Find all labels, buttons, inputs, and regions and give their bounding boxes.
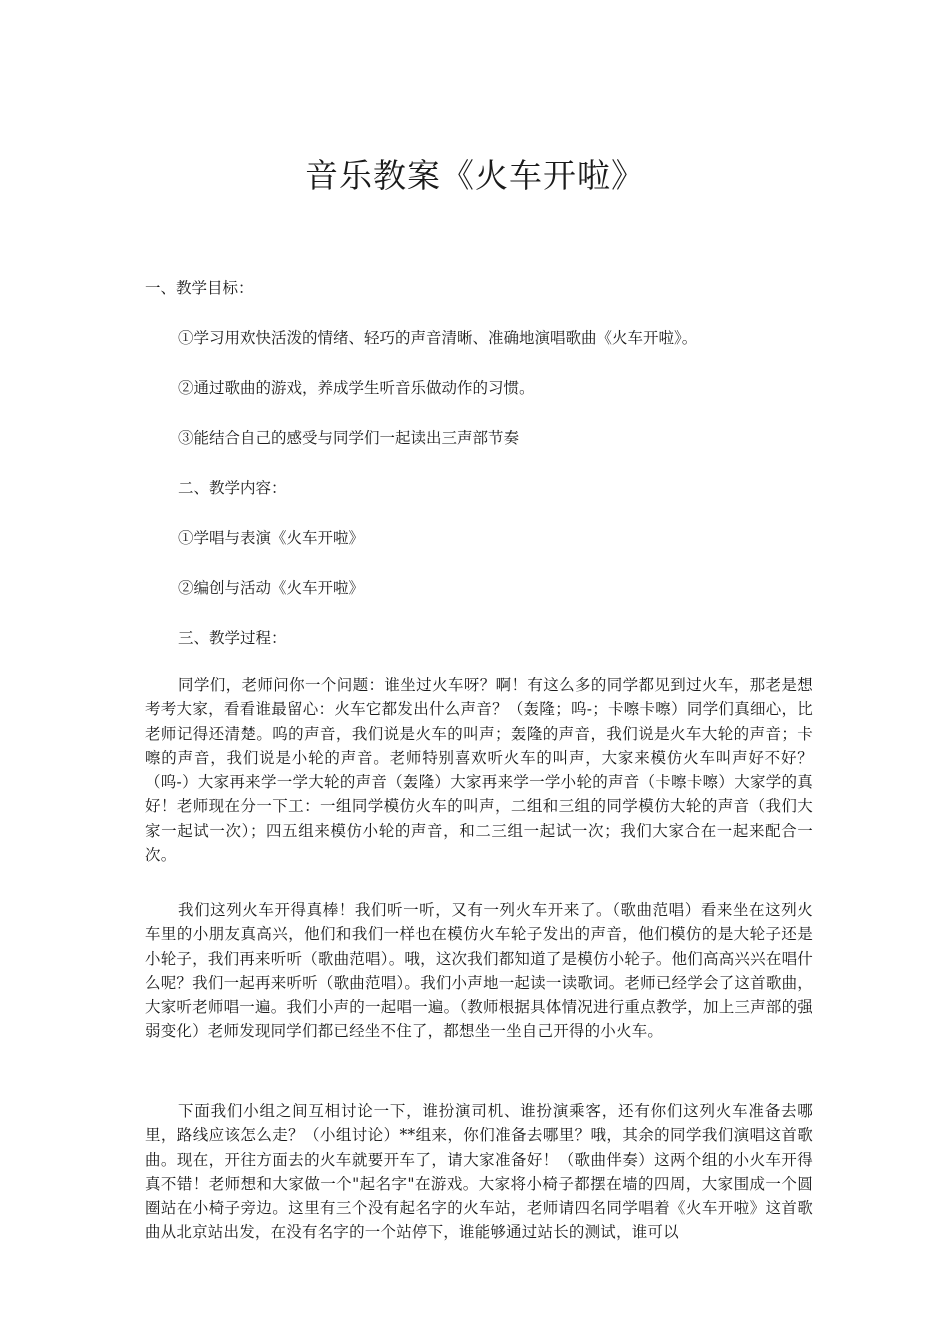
goal-item-2: ②通过歌曲的游戏，养成学生听音乐做动作的习惯。: [178, 379, 535, 397]
process-paragraph: 同学们，老师问你一个问题：谁坐过火车呀？啊！有这么多的同学都见到过火车，那老是想考考大家，看看谁最留心：火车它都发出什么声音？（轰隆；呜-；卡嚓卡嚓）同学们真细心，比老师记得还清楚。呜的声音，我们说是火车的叫声；轰隆的声音，我们说是火车大轮的声音；卡嚓的声音，我们说是小轮的声音。老师特别喜欢听火车的叫声，大家来模仿火车叫声好不好？（呜-）大家再来学一学大轮的声音（轰隆）大家再来学一学小轮的声音（卡嚓卡嚓）大家学的真好！老师现在分一下工：一组同学模仿火车的叫声，二组和三组的同学模仿大轮的声音（我们大家一起试一次）；四五组来模仿小轮的声音，和二三组一起试一次；我们大家合在一起来配合一次。: [145, 676, 813, 865]
section-heading-goals: 一、教学目标：: [145, 279, 254, 297]
content-item-2: ②编创与活动《火车开啦》: [178, 579, 365, 597]
document-title: 音乐教案《火车开啦》: [305, 156, 645, 195]
goal-item-1: ①学习用欢快活泼的情绪、轻巧的声音清晰、准确地演唱歌曲《火车开啦》。: [178, 329, 698, 347]
goal-item-3: ③能结合自己的感受与同学们一起读出三声部节奏: [178, 429, 520, 447]
process-paragraph: 我们这列火车开得真棒！我们听一听，又有一列火车开来了。（歌曲范唱）看来坐在这列火车里的小朋友真高兴，他们和我们一样也在模仿火车轮子发出的声音，他们模仿的是大轮子还是小轮子，我们再来听听（歌曲范唱）。哦，这次我们都知道了是模仿小轮子。他们高高兴兴在唱什么呢？我们一起再来听听（歌曲范唱）。我们小声地一起读一读歌词。老师已经学会了这首歌曲，大家听老师唱一遍。我们小声的一起唱一遍。（教师根据具体情况进行重点教学，加上三声部的强弱变化）老师发现同学们都已经坐不住了，都想坐一坐自己开得的小火车。: [145, 901, 813, 1041]
process-paragraph: 下面我们小组之间互相讨论一下，谁扮演司机、谁扮演乘客，还有你们这列火车准备去哪里，路线应该怎么走？（小组讨论）**组来，你们准备去哪里？哦，其余的同学我们演唱这首歌曲。现在，开往方面去的火车就要开车了，请大家准备好！（歌曲伴奏）这两个组的小火车开得真不错！老师想和大家做一个"起名字"在游戏。大家将小椅子都摆在墙的四周，大家围成一个圆圈站在小椅子旁边。这里有三个没有起名字的火车站，老师请四名同学唱着《火车开啦》这首歌曲从北京站出发，在没有名字的一个站停下，谁能够通过站长的测试，谁可以: [145, 1102, 813, 1242]
content-item-1: ①学唱与表演《火车开啦》: [178, 529, 365, 547]
section-heading-process: 三、教学过程：: [178, 629, 287, 647]
section-heading-content: 二、教学内容：: [178, 479, 287, 497]
